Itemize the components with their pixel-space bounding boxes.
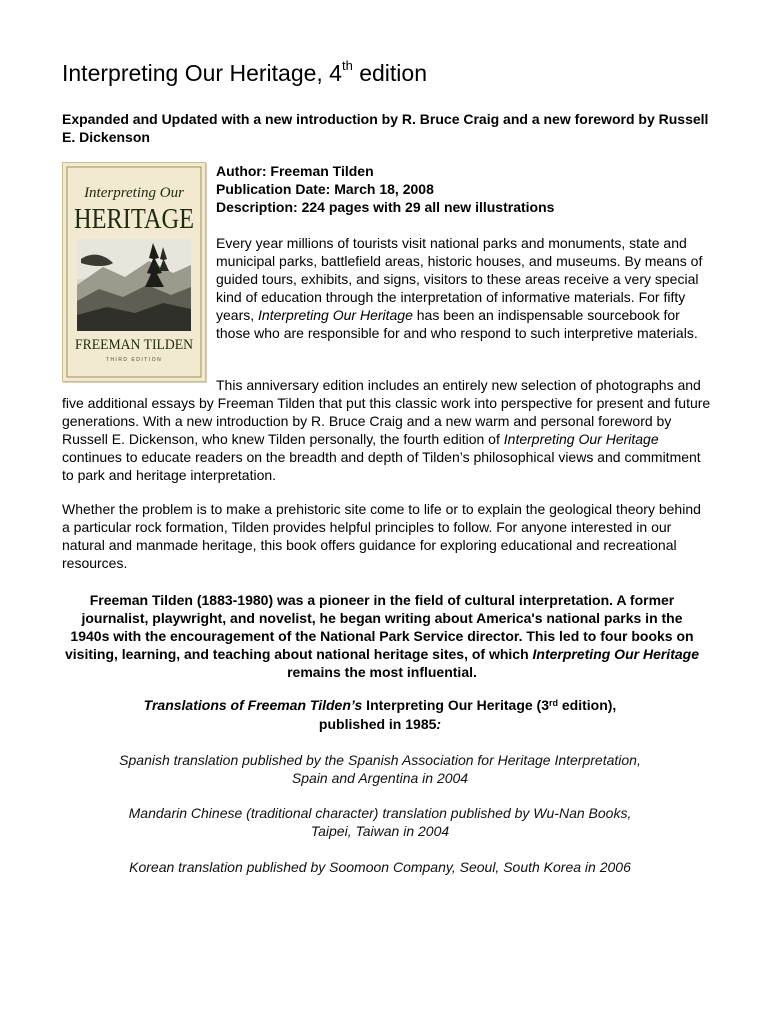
book-metadata xyxy=(216,162,716,216)
subtitle: Expanded and Updated with a new introduction by R. Bruce Craig and a new foreword by Russell E. Dickenson xyxy=(62,111,709,145)
principles-paragraph: Whether the problem is to make a prehistoric site come to life or to explain the geological theory behind a particular rock formation, Tilden provides helpful principles to follow. For anyone interested in our natural and manmade heritage, this book offers guidance for exploring educational and recreational resources. xyxy=(62,501,701,571)
translation-korean: Korean translation published by Soomoon Company, Seoul, South Korea in 2006 xyxy=(129,859,631,875)
translation-mandarin: Mandarin Chinese (traditional character) translation published by Wu-Nan Books, Taipei, Taiwan in 2004 xyxy=(128,805,632,839)
cover-title-line1: Interpreting Our xyxy=(84,185,184,201)
intro-paragraph: Every year millions of tourists visit national parks and monuments, state and municipal parks, battlefield areas, historic houses, and museums. By means of guided tours, exhibits, and signs, visitors to these areas receive a very special kind of education through the interpretation of informative materials. For fifty years, Interpreting Our Heritage has been an indispensable sourcebook for those who are responsible for and who respond to such interpretive materials. xyxy=(216,235,703,341)
cover-title-line2: HERITAGE xyxy=(74,204,194,235)
title-superscript: th xyxy=(341,58,353,73)
page-title: Interpreting Our Heritage, 4th edition xyxy=(62,58,427,86)
anniversary-paragraph: This anniversary edition includes an entirely new selection of photographs and five additional essays by Freeman Tilden that put this classic work into perspective for present and future generations. With a new introduction by R. Bruce Craig and a new warm and personal foreword by Russell E. Dickenson, who knew Tilden personally, the fourth edition of Interpreting Our Heritage continues to educate readers on the breadth and depth of Tilden’s philosophical views and commitment to park and heritage interpretation. xyxy=(62,377,711,483)
book-cover-image xyxy=(62,162,206,382)
author-bio: Freeman Tilden (1883-1980) was a pioneer in the field of cultural interpretation. A former journalist, playwright, and novelist, he began writing about America's national parks in the 1940s with the encouragement of the National Park Service director. This led to four books on visiting, learning, and teaching about national heritage sites, of which Interpreting Our Heritage remains the most influential. xyxy=(65,592,699,680)
translations-heading: Translations of Freeman Tilden’s Interpreting Our Heritage (3rd edition), published in 1985: xyxy=(143,697,617,732)
translation-spanish: Spanish translation published by the Spanish Association for Heritage Interpretation, Spain and Argentina in 2004 xyxy=(119,752,641,786)
meta-description: Description: 224 pages with 29 all new illustrations xyxy=(216,199,555,215)
cover-author: FREEMAN TILDEN xyxy=(75,337,194,353)
cover-edition: THIRD EDITION xyxy=(105,357,163,363)
meta-publication-date: Publication Date: March 18, 2008 xyxy=(216,181,434,197)
meta-author: Author: Freeman Tilden xyxy=(216,163,374,179)
